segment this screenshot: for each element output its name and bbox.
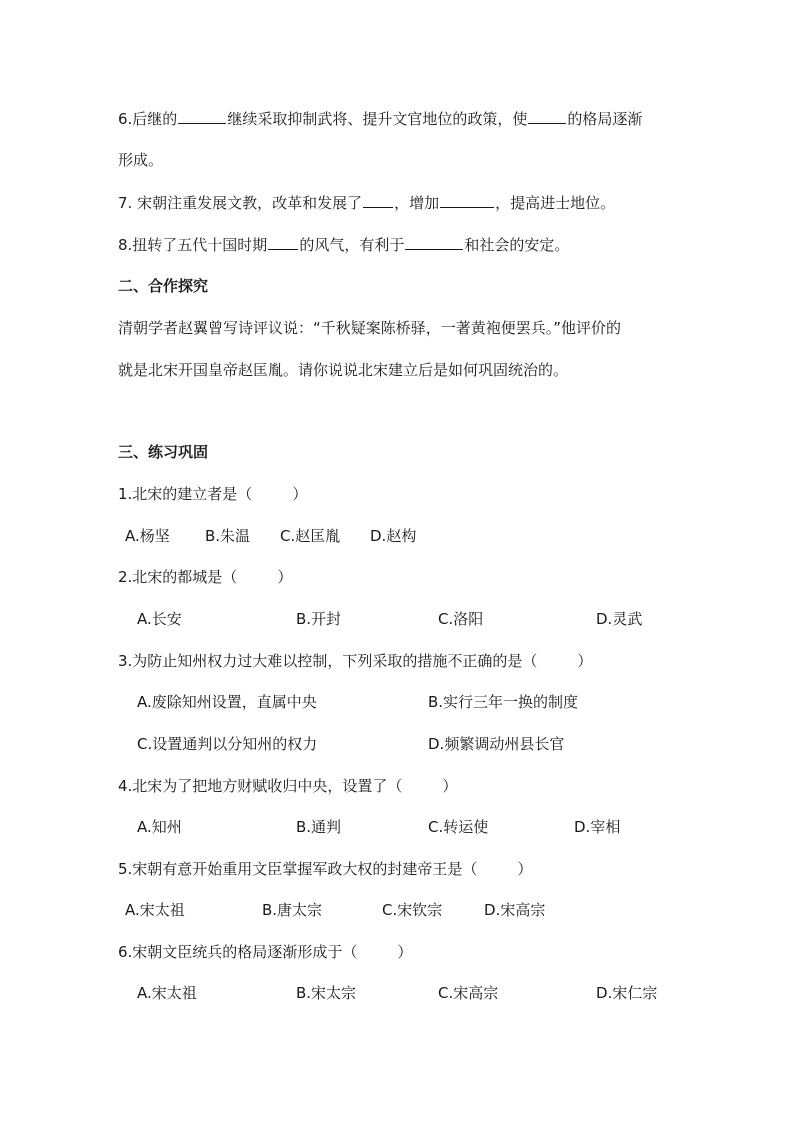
mcq-1-option-b[interactable]: B.朱温: [205, 527, 251, 545]
mcq-2-stem: 2.北宋的都城是（: [118, 568, 238, 586]
q6-blank-1[interactable]: [178, 108, 226, 124]
mcq-1-close: ）: [292, 485, 308, 503]
mcq-6-option-a[interactable]: A.宋太祖: [137, 984, 197, 1002]
q8-blank-2[interactable]: [405, 234, 463, 250]
q7-suffix: ，提高进士地位。: [495, 194, 616, 212]
mcq-1-option-c[interactable]: C.赵匡胤: [280, 527, 341, 545]
fill-in-question-8: [118, 234, 569, 255]
mcq-6-close: ）: [397, 943, 413, 961]
mcq-6-option-d[interactable]: D.宋仁宗: [596, 984, 658, 1002]
section-2-heading: 二、合作探究: [118, 277, 209, 295]
mcq-4-close: ）: [442, 777, 458, 795]
q6-suffix: 的格局逐渐: [567, 110, 643, 128]
mcq-2-option-d[interactable]: D.灵武: [596, 610, 643, 628]
q8-blank-1[interactable]: [268, 234, 298, 250]
mcq-6-option-b[interactable]: B.宋太宗: [296, 984, 357, 1002]
q8-mid: 的风气，有利于: [299, 236, 405, 254]
q6-continuation: 形成。: [118, 151, 164, 169]
mcq-5-close: ）: [517, 860, 533, 878]
mcq-3-option-c[interactable]: C.设置通判以分知州的权力: [137, 735, 318, 753]
mcq-3-option-a[interactable]: A.废除知州设置，直属中央: [137, 693, 317, 711]
mcq-3-close: ）: [577, 652, 593, 670]
q8-prefix: 8.扭转了五代十国时期: [118, 236, 268, 254]
mcq-2-option-c[interactable]: C.洛阳: [438, 610, 484, 628]
q6-mid: 继续采取抑制武将、提升文官地位的政策，使: [227, 110, 528, 128]
mcq-4-stem: 4.北宋为了把地方财赋收归中央，设置了（: [118, 777, 403, 795]
fill-in-question-7: [118, 192, 615, 213]
mcq-5-stem: 5.宋朝有意开始重用文臣掌握军政大权的封建帝王是（: [118, 860, 478, 878]
mcq-5-option-a[interactable]: A.宋太祖: [125, 901, 185, 919]
q6-prefix: 6.后继的: [118, 110, 178, 128]
q7-blank-2[interactable]: [440, 192, 494, 208]
mcq-2-option-a[interactable]: A.长安: [137, 610, 182, 628]
q6-blank-2[interactable]: [528, 108, 566, 124]
mcq-3-option-d[interactable]: D.频繁调动州县长官: [428, 735, 565, 753]
mcq-5-option-d[interactable]: D.宋高宗: [484, 901, 546, 919]
mcq-4-option-d[interactable]: D.宰相: [574, 818, 621, 836]
mcq-4-option-a[interactable]: A.知州: [137, 818, 182, 836]
mcq-1-option-a[interactable]: A.杨坚: [125, 527, 170, 545]
mcq-2-option-b[interactable]: B.开封: [296, 610, 342, 628]
mcq-3-stem: 3.为防止知州权力过大难以控制，下列采取的措施不正确的是（: [118, 652, 538, 670]
mcq-5-option-b[interactable]: B.唐太宗: [262, 901, 323, 919]
fill-in-question-6-continued: [118, 150, 163, 170]
mcq-stem: [118, 776, 457, 796]
section-2-paragraph-line-1: 清朝学者赵翼曾写诗评议说：“千秋疑案陈桥驿，一著黄袍便罢兵。”他评价的: [118, 319, 622, 337]
mcq-1-option-d[interactable]: D.赵构: [370, 527, 417, 545]
mcq-1-stem: 1.北宋的建立者是（: [118, 485, 253, 503]
mcq-4-option-c[interactable]: C.转运使: [428, 818, 489, 836]
mcq-stem: [118, 651, 592, 671]
mcq-stem: [118, 859, 532, 879]
mcq-stem: [118, 567, 292, 587]
mcq-3-option-b[interactable]: B.实行三年一换的制度: [428, 693, 579, 711]
q7-prefix: 7. 宋朝注重发展文教，改革和发展了: [118, 194, 363, 212]
mcq-5-option-c[interactable]: C.宋钦宗: [382, 901, 443, 919]
mcq-2-close: ）: [277, 568, 293, 586]
section-3-heading: 三、练习巩固: [118, 443, 209, 461]
mcq-4-option-b[interactable]: B.通判: [296, 818, 342, 836]
mcq-stem: [118, 484, 307, 504]
section-2-paragraph-line-2: 就是北宋开国皇帝赵匡胤。请你说说北宋建立后是如何巩固统治的。: [118, 361, 569, 379]
q7-mid: ，增加: [394, 194, 440, 212]
mcq-stem: [118, 942, 412, 962]
q7-blank-1[interactable]: [363, 192, 393, 208]
fill-in-question-6: [118, 108, 642, 129]
mcq-6-option-c[interactable]: C.宋高宗: [438, 984, 499, 1002]
q8-suffix: 和社会的安定。: [464, 236, 570, 254]
mcq-6-stem: 6.宋朝文臣统兵的格局逐渐形成于（: [118, 943, 358, 961]
